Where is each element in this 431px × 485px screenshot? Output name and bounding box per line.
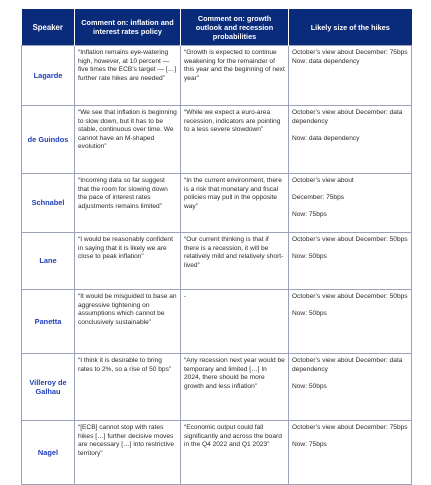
- header-growth: Comment on: growth outlook and recession probabilities: [181, 9, 289, 46]
- hike-size: October’s view about December: data dependency Now: 50bps: [289, 354, 412, 421]
- speaker-name: Villeroy de Galhau: [22, 354, 75, 421]
- speaker-name: Schnabel: [22, 174, 75, 233]
- table-row: [22, 106, 412, 174]
- header-hikes: Likely size of the hikes: [289, 9, 412, 46]
- speaker-name: Panetta: [22, 290, 75, 354]
- speaker-name: Nagel: [22, 421, 75, 485]
- growth-comment: “Growth is expected to continue weakening for the remainder of this year and the beginning of next year”: [181, 46, 289, 106]
- inflation-comment: “It would be misguided to base an aggressive tightening on assumptions which cannot be conclusively sustainable”: [75, 290, 181, 354]
- growth-comment: “While we expect a euro-area recession, indicators are pointing to a less severe slowdown”: [181, 106, 289, 174]
- speaker-name: Lagarde: [22, 46, 75, 106]
- hike-size: October’s view about December: 75bps Now: 75bps: [289, 421, 412, 485]
- header-row: [22, 9, 412, 46]
- growth-comment: “Our current thinking is that if there is a recession, it will be relatively mild and relatively short-lived”: [181, 233, 289, 290]
- speaker-name: Lane: [22, 233, 75, 290]
- inflation-comment: “We see that inflation is beginning to slow down, but it has to be stable, continuous over time. We cannot have an M-shaped evolution”: [75, 106, 181, 174]
- hike-size: October’s view about December: 50bps Now: 50bps: [289, 233, 412, 290]
- growth-comment: -: [181, 290, 289, 354]
- comments-table-container: [21, 9, 411, 485]
- hike-size: October’s view about December: data dependency Now: data dependency: [289, 106, 412, 174]
- growth-comment: “Economic output could fall significantly and across the board in the Q4 2022 and Q1 2023”: [181, 421, 289, 485]
- growth-comment: “In the current environment, there is a risk that monetary and fiscal policies may pull in the opposite way”: [181, 174, 289, 233]
- inflation-comment: “I would be reasonably confident in saying that it is likely we are close to peak inflation”: [75, 233, 181, 290]
- table-row: [22, 290, 412, 354]
- inflation-comment: “I think it is desirable to bring rates to 2%, so a rise of 50 bps”: [75, 354, 181, 421]
- table-row: [22, 354, 412, 421]
- hike-size: October’s view about December: 75bps Now: data dependency: [289, 46, 412, 106]
- inflation-comment: “Inflation remains eye-watering high, however, at 10 percent — five times the ECB’s target — […] further rate hikes are needed”: [75, 46, 181, 106]
- speaker-name: de Guindos: [22, 106, 75, 174]
- table-row: [22, 46, 412, 106]
- table-row: [22, 233, 412, 290]
- inflation-comment: “Incoming data so far suggest that the room for slowing down the pace of interest rates adjustments remains limited”: [75, 174, 181, 233]
- table-row: [22, 174, 412, 233]
- hike-size: October’s view about December: 50bps Now: 50bps: [289, 290, 412, 354]
- header-speaker: Speaker: [22, 9, 75, 46]
- header-inflation: Comment on: inflation and interest rates policy: [75, 9, 181, 46]
- growth-comment: “Any recession next year would be temporary and limited […] In 2024, there should be more growth and less inflation”: [181, 354, 289, 421]
- table-row: [22, 421, 412, 485]
- hike-size: October’s view about December: 75bps Now: 75bps: [289, 174, 412, 233]
- ecb-speakers-table: [21, 9, 412, 485]
- inflation-comment: “[ECB] cannot stop with rates hikes […] further decisive moves are necessary […] into restrictive territory”: [75, 421, 181, 485]
